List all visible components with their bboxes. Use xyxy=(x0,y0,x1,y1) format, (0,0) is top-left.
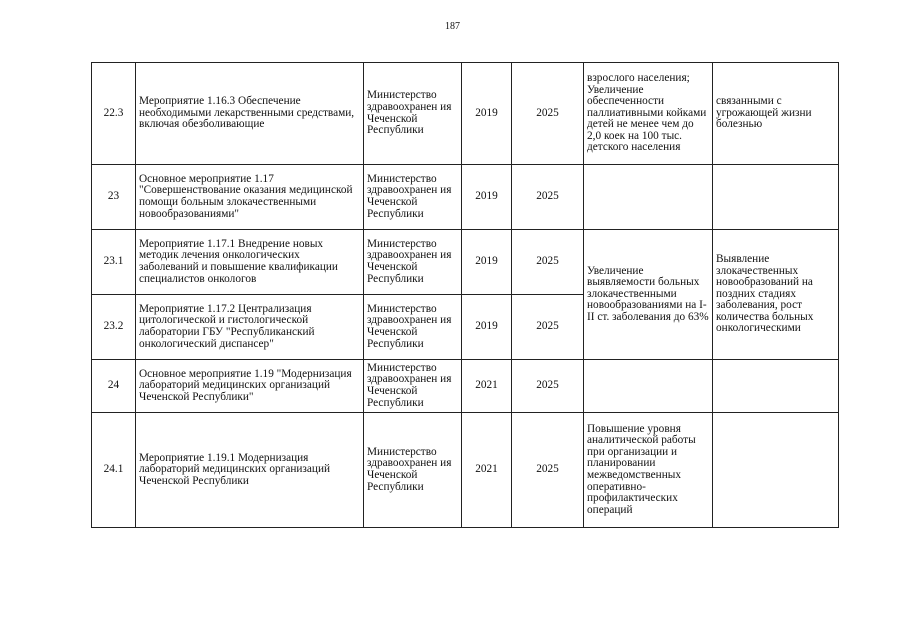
table-row xyxy=(92,165,839,230)
end-year: 2025 xyxy=(512,63,584,165)
row-number: 23.1 xyxy=(92,230,136,295)
end-year: 2025 xyxy=(512,230,584,295)
start-year: 2021 xyxy=(462,413,512,528)
start-year: 2019 xyxy=(462,63,512,165)
event-name: Основное мероприятие 1.19 "Модернизация лабораторий медицинских организаций Чеченской Республики" xyxy=(136,360,364,413)
executor: Министерство здравоохранен ия Чеченской Республики xyxy=(364,63,462,165)
expected-result: Увеличение выявляемости больных злокачественными новообразованиями на I-II ст. заболевания до 63% xyxy=(584,230,713,360)
event-name: Мероприятие 1.19.1 Модернизация лабораторий медицинских организаций Чеченской Республики xyxy=(136,413,364,528)
expected-result xyxy=(584,165,713,230)
event-name: Мероприятие 1.16.3 Обеспечение необходимыми лекарственными средствами, включая обезболивающие xyxy=(136,63,364,165)
table-row xyxy=(92,413,839,528)
table-row xyxy=(92,230,839,295)
end-year: 2025 xyxy=(512,360,584,413)
end-year: 2025 xyxy=(512,165,584,230)
consequences: Выявление злокачественных новообразований на поздних стадиях заболевания, рост количества больных онкологическими xyxy=(713,230,839,360)
expected-result: взрослого населения; Увеличение обеспеченности паллиативными койками детей не менее чем до 2,0 коек на 100 тыс. детского населения xyxy=(584,63,713,165)
expected-result: Повышение уровня аналитической работы при организации и планировании межведомственных оперативно-профилактических операций xyxy=(584,413,713,528)
start-year: 2021 xyxy=(462,360,512,413)
program-events-table xyxy=(91,62,839,528)
start-year: 2019 xyxy=(462,165,512,230)
executor: Министерство здравоохранен ия Чеченской Республики xyxy=(364,360,462,413)
event-name: Мероприятие 1.17.2 Централизация цитологической и гистологической лаборатории ГБУ "Республиканский онкологический диспансер" xyxy=(136,295,364,360)
row-number: 23.2 xyxy=(92,295,136,360)
consequences xyxy=(713,165,839,230)
executor: Министерство здравоохранен ия Чеченской Республики xyxy=(364,230,462,295)
executor: Министерство здравоохранен ия Чеченской Республики xyxy=(364,165,462,230)
page-number: 187 xyxy=(445,21,460,32)
event-name: Мероприятие 1.17.1 Внедрение новых методик лечения онкологических заболеваний и повышение квалификации специалистов онкологов xyxy=(136,230,364,295)
row-number: 23 xyxy=(92,165,136,230)
table-row xyxy=(92,63,839,165)
consequences: связанными с угрожающей жизни болезнью xyxy=(713,63,839,165)
executor: Министерство здравоохранен ия Чеченской Республики xyxy=(364,295,462,360)
executor: Министерство здравоохранен ия Чеченской Республики xyxy=(364,413,462,528)
row-number: 24.1 xyxy=(92,413,136,528)
event-name: Основное мероприятие 1.17 "Совершенствование оказания медицинской помощи больным злокачественными новообразованиями" xyxy=(136,165,364,230)
start-year: 2019 xyxy=(462,230,512,295)
table-row xyxy=(92,360,839,413)
end-year: 2025 xyxy=(512,413,584,528)
consequences xyxy=(713,413,839,528)
row-number: 24 xyxy=(92,360,136,413)
expected-result xyxy=(584,360,713,413)
end-year: 2025 xyxy=(512,295,584,360)
start-year: 2019 xyxy=(462,295,512,360)
row-number: 22.3 xyxy=(92,63,136,165)
consequences xyxy=(713,360,839,413)
